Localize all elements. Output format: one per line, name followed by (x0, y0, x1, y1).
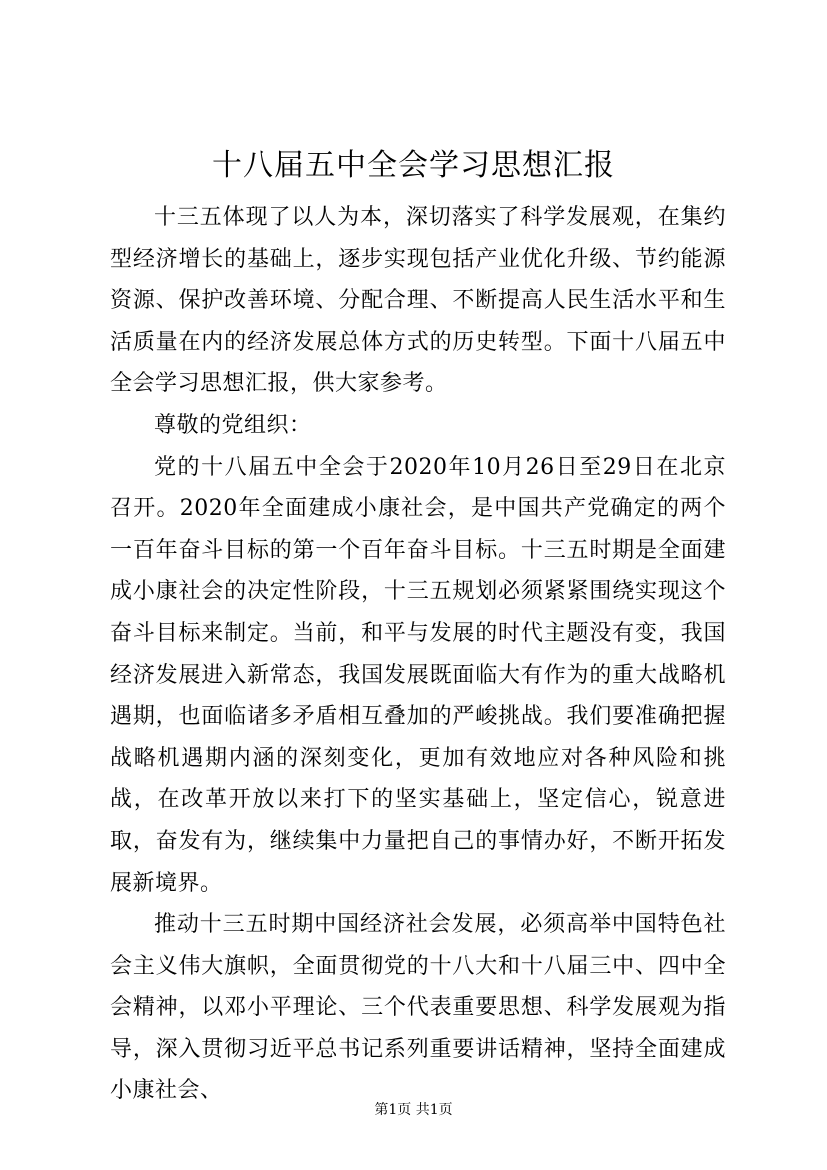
document-body (110, 197, 726, 1112)
paragraph-intro: 十三五体现了以人为本，深切落实了科学发展观，在集约型经济增长的基础上，逐步实现包括产业优化升级、节约能源资源、保护改善环境、分配合理、不断提高人民生活水平和生活质量在内的经济发展总体方式的历史转型。下面十八届五中全会学习思想汇报，供大家参考。 (110, 205, 726, 397)
paragraph-salutation: 尊敬的党组织： (154, 412, 312, 438)
document-title: 十八届五中全会学习思想汇报 (212, 148, 615, 183)
paragraph-guidance: 推动十三五时期中国经济社会发展，必须高举中国特色社会主义伟大旗帜，全面贯彻党的十八大和十八届三中、四中全会精神，以邓小平理论、三个代表重要思想、科学发展观为指导，深入贯彻习近平总书记系列重要讲话精神，坚持全面建成小康社会、 (110, 912, 726, 1104)
page-footer: 第1页 共1页 (374, 1102, 453, 1118)
paragraph-session: 党的十八届五中全会于2020年10月26日至29日在北京召开。2020年全面建成小康社会，是中国共产党确定的两个一百年奋斗目标的第一个百年奋斗目标。十三五时期是全面建成小康社会的决定性阶段，十三五规划必须紧紧围绕实现这个奋斗目标来制定。当前，和平与发展的时代主题没有变，我国经济发展进入新常态，我国发展既面临大有作为的重大战略机遇期，也面临诸多矛盾相互叠加的严峻挑战。我们要准确把握战略机遇期内涵的深刻变化，更加有效地应对各种风险和挑战，在改革开放以来打下的坚实基础上，坚定信心，锐意进取，奋发有为，继续集中力量把自己的事情办好，不断开拓发展新境界。 (110, 454, 726, 896)
